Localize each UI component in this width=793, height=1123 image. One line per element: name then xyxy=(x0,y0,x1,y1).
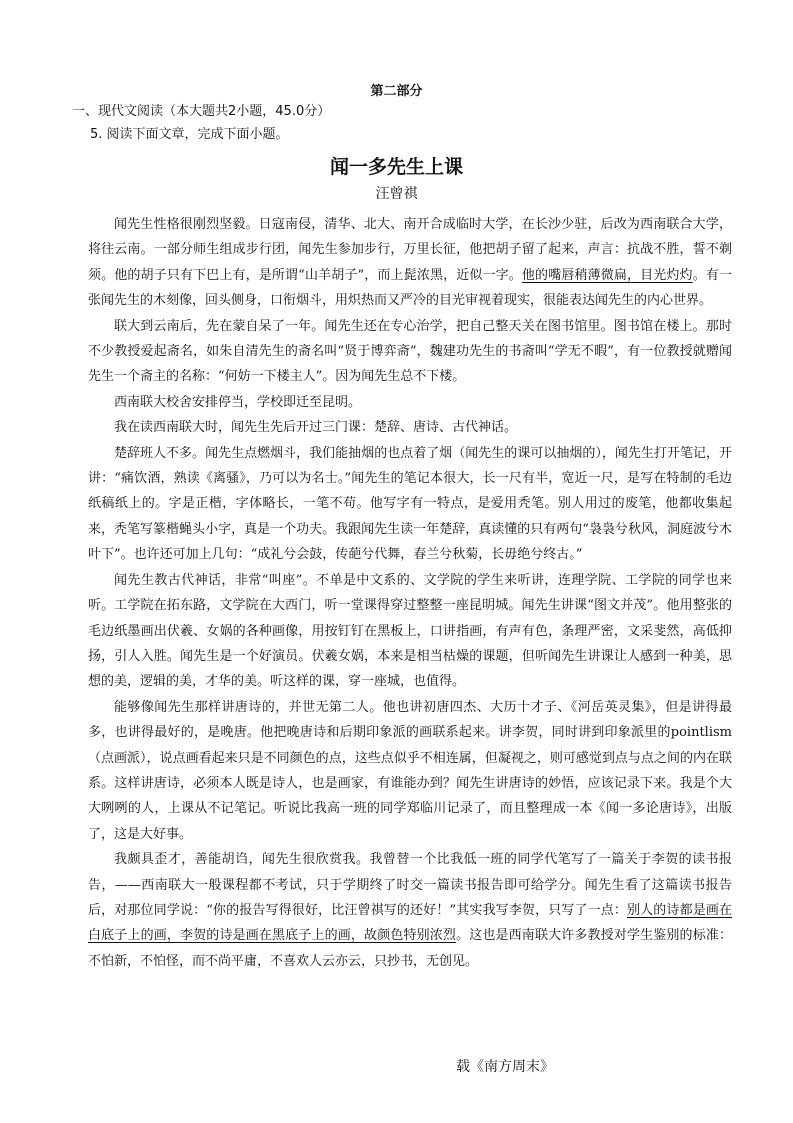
paragraph-3: 西南联大校舍安排停当，学校即迁至昆明。 xyxy=(114,394,362,410)
paragraph-8 xyxy=(88,847,732,974)
underlined-sentence-2: 别人的诗都是画在白底子上的画，李贺的诗是画在黑底子上的画，故颜色特别浓烈 xyxy=(88,902,732,944)
article-title: 闻一多先生上课 xyxy=(329,156,463,178)
paragraph-7: 能够像闻先生那样讲唐诗的，并世无第二人。他也讲初唐四杰、大历十才子、《河岳英灵集》，但是讲得最多，也讲得最好的，是晚唐。他把晚唐诗和后期印象派的画联系起来。讲李贺，同时讲到印象派里的pointlism（点画派），说点画看起来只是不同颜色的点，这些点似乎不相连属，但凝视之，则可感觉到点与点之间的内在联系。这样讲唐诗，必须本人既是诗人，也是画家，有谁能办到？闻先生讲唐诗的妙悟，应该记录下来。我是个大大咧咧的人，上课从不记笔记。听说比我高一班的同学郑临川记录了，而且整理成一本《闻一多论唐诗》，出版了，这是大好事。 xyxy=(88,699,732,842)
paragraph-4: 我在读西南联大时，闻先生先后开过三门课：楚辞、唐诗、古代神话。 xyxy=(114,420,518,436)
section-heading: 一、现代文阅读（本大题共2小题，45.0分） xyxy=(72,104,331,119)
paragraph-5: 楚辞班人不多。闻先生点燃烟斗，我们能抽烟的也点着了烟（闻先生的课可以抽烟的），闻先生打开笔记，开讲：“痛饮酒，熟读《离骚》，乃可以为名士。”闻先生的笔记本很大，长一尺有半，宽近一尺，是写在特制的毛边纸稿纸上的。字是正楷，字体略长，一笔不苟。他写字有一特点，是爱用秃笔。别人用过的废笔，他都收集起来，秃笔写篆楷蝇头小字，真是一个功夫。我跟闻先生读一年楚辞，真读懂的只有两句“袅袅兮秋风，洞庭波兮木叶下”。也许还可加上几句：“成礼兮会鼓，传葩兮代舞，春兰兮秋菊，长毋绝兮终古。” xyxy=(88,445,732,563)
paragraph-8-text-a: 我颇具歪才，善能胡诌，闻先生很欣赏我。我曾替一个比我低一班的同学代笔写了一篇关于李贺的读书报告，——西南联大一般课程都不考试，只于学期终了时交一篇读书报告即可给学分。闻先生看了这篇读书报告后，对那位同学说：“你的报告写得很好，比汪曾祺写的还好！”其实我写李贺，只写了一点： xyxy=(88,852,732,918)
paragraph-1 xyxy=(88,212,732,314)
article-body xyxy=(88,212,732,974)
paragraph-2: 联大到云南后，先在蒙自呆了一年。闻先生还在专心治学，把自己整天关在图书馆里。图书馆在楼上。那时不少教授爱起斋名，如朱自清先生的斋名叫“贤于博弈斋”，魏建功先生的书斋叫“学无不暇”，有一位教授就赠闻先生一个斋主的名称：“何妨一下楼主人”。因为闻先生总不下楼。 xyxy=(88,318,732,385)
paragraph-6: 闻先生教古代神话，非常“叫座”。不单是中文系的、文学院的学生来听讲，连理学院、工学院的同学也来听。工学院在拓东路，文学院在大西门，听一堂课得穿过整整一座昆明城。闻先生讲课“图文并茂”。他用整张的毛边纸墨画出伏羲、女娲的各种画像，用按钉钉在黑板上，口讲指画，有声有色，条理严密，文采斐然，高低抑扬，引人入胜。闻先生是一个好演员。伏羲女娲，本来是相当枯燥的课题，但听闻先生讲课让人感到一种美，思想的美，逻辑的美，才华的美。听这样的课，穿一座城，也值得。 xyxy=(88,572,732,690)
article-source: 载《南方周末》 xyxy=(456,1059,554,1075)
underlined-sentence-1: 他的嘴唇稍薄微扁，目光灼灼 xyxy=(521,267,693,283)
paragraph-1-text-c: 。有一张闻先生的木刻像，回头侧身，口衔烟斗，用炽热而又严冷的目光审视着现实，很能表达闻先生的内心世界。 xyxy=(88,267,732,309)
paragraph-1-text-a: 闻先生性格很刚烈坚毅。日寇南侵，清华、北大、南开合成临时大学，在长沙少驻，后改为西南联合大学，将往云南。一部分师生组成步行团，闻先生参加步行，万里长征，他把胡子留了起来，声言：抗战不胜，誓不剃须。他的胡子只有下巴上有，是所谓“山羊胡子”，而上髭浓黑，近似一字。 xyxy=(88,217,732,283)
paragraph-8-text-c: 。这也是西南联大许多教授对学生鉴别的标准：不怕新，不怕怪，而不尚平庸，不喜欢人云亦云，只抄书，无创见。 xyxy=(88,928,732,969)
part-heading: 第二部分 xyxy=(370,84,423,99)
question-prompt: 5. 阅读下面文章，完成下面小题。 xyxy=(90,127,289,142)
article-author: 汪曾祺 xyxy=(375,186,418,202)
